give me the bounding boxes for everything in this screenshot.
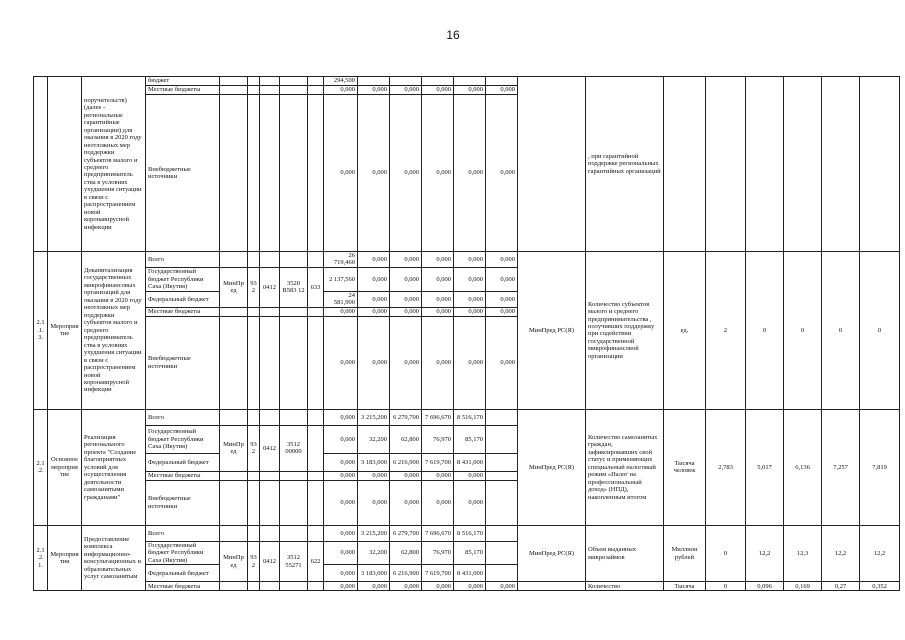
- page-number: 16: [446, 28, 460, 42]
- type-cell: Основное мероприятие: [48, 409, 82, 525]
- desc-cell: Докапитализация государственных микрофинансовых организаций для оказания в 2020 году неотложных мер поддержки субъектов малого и среднего предприниматель ства в условиях ухудшения ситуации в связи с распространением новой коронавирусной инфекции: [82, 252, 146, 410]
- indicator-cell: , при гарантийной поддержке региональных гарантийных организаций: [586, 77, 664, 252]
- num-cell: [34, 77, 48, 252]
- desc-cell: поручительств) (далее - региональные гарантийные организации) для оказания в 2020 году неотложных мер поддержки субъектов малого и среднего предприниматель ства в условиях ухудшения ситуации в связи с распространением новой коронавирусной инфекции: [82, 77, 146, 252]
- source-cell: бюджет: [146, 77, 220, 86]
- indicator-cell: Количество субъектов малого и среднего предпринимательства , получивших поддержку при содействии государственной микрофинансовой организации: [586, 252, 664, 410]
- unit-cell: Тысяча человек: [664, 409, 706, 525]
- executor-cell: МинПред РС(Я): [518, 409, 586, 525]
- num-cell: 2.1.2.1.: [34, 525, 48, 590]
- source-cell: Внебюджетные источники: [146, 95, 220, 252]
- num-cell: 2.1.1.3.: [34, 252, 48, 410]
- table-row: 2.1.2.1. Мероприятия Предоставление комплекса информационно-консультационных и образовательных услуг самозанятым Всего 0,000 3 215,200 6 279,700 7 696,670 8 516,170 МинПред РС(Я) Объем выданных микрозаймов Миллион рублей 0 12,2 12,3 12,2 12,2: [34, 525, 900, 541]
- table-row: Местные бюджеты 0,000 0,000 0,000 0,000 0,000 0,000: [34, 307, 900, 316]
- table-row: Внебюджетные источники 0,000 0,000 0,000 0,000 0,000 0,000: [34, 95, 900, 252]
- source-cell: Местные бюджеты: [146, 86, 220, 95]
- table-row: Федеральный бюджет 0,000 3 183,000 6 216,900 7 619,700 8 431,000: [34, 453, 900, 471]
- table-row: Федеральный бюджет 0,000 3 183,000 6 216,900 7 619,700 8 431,000: [34, 565, 900, 582]
- num-cell: 2.1.2.: [34, 409, 48, 525]
- unit-cell: Тысяча: [664, 582, 706, 591]
- table-row: Государственный бюджет Республики Саха (Якутия) МинПред 93 2 0412 3512 00000 0,000 32,200 62,800 76,970 85,170: [34, 425, 900, 453]
- unit-cell: ед.: [664, 252, 706, 410]
- table-row: Государственный бюджет Республики Саха (Якутия) МинПред 93 2 0412 3512 55271 622 0,000 32,200 62,800 76,970 85,170: [34, 541, 900, 564]
- table-row: Государственный бюджет Республики Саха (Якутия) МинПред 93 2 0412 3520 В583 12 633 2 137,560 0,000 0,000 0,000 0,000 0,000: [34, 267, 900, 291]
- table-row: 2.1.2. Основное мероприятие Реализация регионального проекта "Создание благоприятных условий для осуществления деятельности самозанятыми гражданами" Всего 0,000 3 215,200 6 279,700 7 696,670 8 516,170 МинПред РС(Я) Количество самозанятых граждан, зафиксировавших свой статус и применяющих специальный налоговый режим «Налог на профессиональный доход» (НПД), накопленным итогом Тысяча человек 2,783 5,017 6,136 7,257 7,819: [34, 409, 900, 425]
- indicator-cell: Количество: [586, 582, 664, 591]
- indicator-cell: Количество самозанятых граждан, зафиксировавших свой статус и применяющих специальный налоговый режим «Налог на профессиональный доход» (НПД), накопленным итогом: [586, 409, 664, 525]
- table-row: [34, 77, 900, 86]
- table-row: Федеральный бюджет 24 581,900 0,000 0,000 0,000 0,000 0,000: [34, 291, 900, 307]
- unit-cell: Миллион рублей: [664, 525, 706, 581]
- type-cell: Мероприятие: [48, 252, 82, 410]
- table-row: Местные бюджеты 0,000 0,000 0,000 0,000 0,000 0,000: [34, 86, 900, 95]
- executor-cell: МинПред РС(Я): [518, 525, 586, 581]
- type-cell: [48, 77, 82, 252]
- admin-cell: МинПред: [220, 425, 248, 471]
- table-row: Внебюджетные источники 0,000 0,000 0,000 0,000 0,000: [34, 480, 900, 525]
- program-table: [33, 76, 900, 591]
- desc-cell: Реализация регионального проекта "Создание благоприятных условий для осуществления деятельности самозанятыми гражданами": [82, 409, 146, 525]
- table-row: Местные бюджеты 0,000 0,000 0,000 0,000 0,000: [34, 471, 900, 480]
- admin-cell: МинПред: [220, 541, 248, 581]
- table-row: Внебюджетные источники 0,000 0,000 0,000 0,000 0,000 0,000: [34, 316, 900, 409]
- type-cell: Мероприятия: [48, 525, 82, 590]
- indicator-cell: Объем выданных микрозаймов: [586, 525, 664, 581]
- executor-cell: МинПред РС(Я): [518, 252, 586, 410]
- desc-cell: Предоставление комплекса информационно-консультационных и образовательных услуг самозанятым: [82, 525, 146, 590]
- table-row: 2.1.1.3. Мероприятие Докапитализация государственных микрофинансовых организаций для оказания в 2020 году неотложных мер поддержки субъектов малого и среднего предприниматель ства в условиях ухудшения ситуации в связи с распространением новой коронавирусной инфекции Всего 26 719,460 0,000 0,000 0,000 0,000 0,000 МинПред РС(Я) Количество субъектов малого и среднего предпринимательства , получивших поддержку при содействии государственной микрофинансовой организации ед. 2 0 0 0 0: [34, 252, 900, 268]
- admin-cell: МинПред: [220, 267, 248, 307]
- total-cell: 294,500: [324, 77, 358, 86]
- table-row: Местные бюджеты 0,000 0,000 0,000 0,000 0,000 0,000 Количество Тысяча 0 0,096 0,169 0,27 0,352: [34, 582, 900, 591]
